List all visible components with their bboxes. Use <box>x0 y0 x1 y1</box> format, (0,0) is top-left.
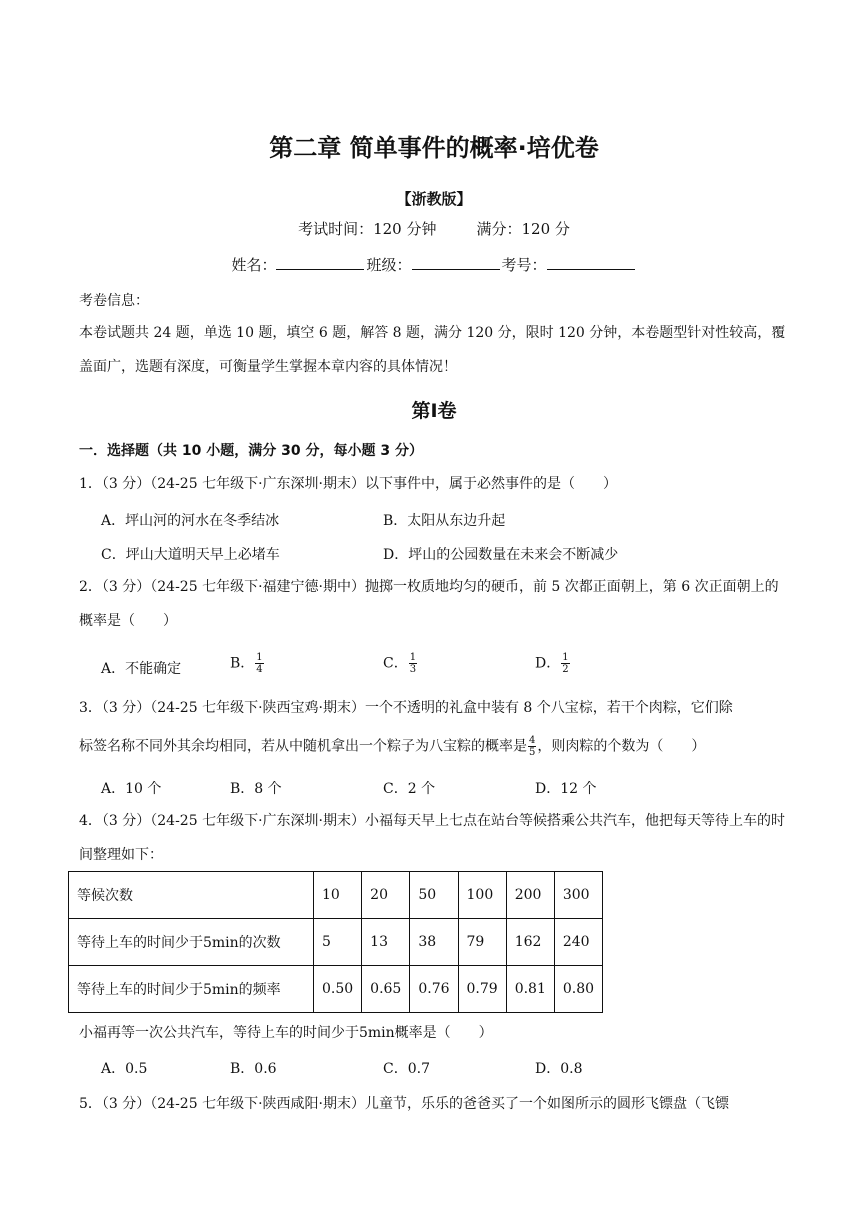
fraction-numerator: 1 <box>562 652 569 663</box>
table-cell: 10 <box>314 872 362 919</box>
q3-stem-line1: 3．（3 分）（24-25 七年级下·陕西宝鸡·期末）一个不透明的礼盒中装有 8 个八宝棕，若干个肉粽，它们除 <box>79 700 733 716</box>
q2-option-d-label: D． <box>535 655 561 672</box>
q2-option-b-label: B． <box>230 655 255 672</box>
table-cell: 38 <box>410 919 458 966</box>
table-cell: 等待上车的时间少于5min的次数 <box>69 919 314 966</box>
table-cell: 79 <box>458 919 506 966</box>
fraction-numerator: 1 <box>256 652 263 663</box>
q3-option-a[interactable]: A．10 个 <box>101 781 162 797</box>
name-label: 姓名： <box>231 256 277 274</box>
table-cell: 50 <box>410 872 458 919</box>
number-label: 考号： <box>501 256 547 274</box>
name-blank[interactable] <box>276 255 364 270</box>
q4-option-d[interactable]: D．0.8 <box>535 1061 583 1077</box>
q3-stem-line2 <box>79 735 705 758</box>
student-fields <box>0 254 868 275</box>
q4-stem: 4．（3 分）（24-25 七年级下·广东深圳·期末）小福每天早上七点在站台等候搭乘公共汽车，他把每天等待上车的时间整理如下： <box>79 813 785 863</box>
table-row <box>69 919 603 966</box>
table-cell: 等候次数 <box>69 872 314 919</box>
table-row <box>69 966 603 1013</box>
q3-option-d[interactable]: D．12 个 <box>535 781 597 797</box>
table-cell: 162 <box>506 919 554 966</box>
fraction-numerator: 1 <box>409 652 417 663</box>
part-heading: 一．选择题（共 10 小题，满分 30 分，每小题 3 分） <box>79 443 423 459</box>
q5-stem: 5．（3 分）（24-25 七年级下·陕西咸阳·期末）儿童节，乐乐的爸爸买了一个如图所示的圆形飞镖盘（飞镖 <box>79 1096 729 1112</box>
fraction-denominator: 4 <box>256 664 263 675</box>
table-row <box>69 872 603 919</box>
q3-stem-post: ，则肉粽的个数为（ ） <box>537 738 706 755</box>
full-score: 满分：120 分 <box>476 220 570 238</box>
table-cell: 20 <box>362 872 410 919</box>
table-cell: 等待上车的时间少于5min的频率 <box>69 966 314 1013</box>
table-cell: 0.80 <box>554 966 602 1013</box>
table-cell: 100 <box>458 872 506 919</box>
fraction-denominator: 3 <box>409 664 417 675</box>
info-heading: 考卷信息： <box>79 293 149 309</box>
table-cell: 300 <box>554 872 602 919</box>
class-blank[interactable] <box>412 255 500 270</box>
q4-question: 小福再等一次公共汽车，等待上车的时间少于5min概率是（ ） <box>79 1025 493 1041</box>
table-cell: 13 <box>362 919 410 966</box>
table-cell: 0.76 <box>410 966 458 1013</box>
fraction-denominator: 5 <box>529 747 536 758</box>
table-cell: 0.79 <box>458 966 506 1013</box>
fraction <box>528 735 536 758</box>
waiting-time-table <box>68 871 603 1013</box>
q3-option-c[interactable]: C．2 个 <box>383 781 436 797</box>
table-cell: 5 <box>314 919 362 966</box>
fraction-denominator: 2 <box>562 664 569 675</box>
table-cell: 200 <box>506 872 554 919</box>
table-cell: 0.65 <box>362 966 410 1013</box>
q4-option-c[interactable]: C．0.7 <box>383 1061 430 1077</box>
edition-label: 【浙教版】 <box>396 190 472 208</box>
q1-option-b[interactable]: B．太阳从东边升起 <box>383 513 506 529</box>
q4-option-b[interactable]: B．0.6 <box>230 1061 277 1077</box>
table-cell: 0.50 <box>314 966 362 1013</box>
q1-stem: 1．（3 分）（24-25 七年级下·广东深圳·期末）以下事件中，属于必然事件的是（ ） <box>79 476 617 492</box>
fraction <box>255 652 263 675</box>
q1-option-c[interactable]: C．坪山大道明天早上必堵车 <box>101 547 280 563</box>
q2-option-a[interactable]: A．不能确定 <box>101 661 182 677</box>
q2-option-c[interactable] <box>383 652 418 675</box>
q3-option-b[interactable]: B．8 个 <box>230 781 282 797</box>
page-title: 第二章 简单事件的概率·培优卷 <box>269 134 599 162</box>
number-blank[interactable] <box>547 255 635 270</box>
table-cell: 0.81 <box>506 966 554 1013</box>
info-text: 本卷试题共 24 题，单选 10 题，填空 6 题，解答 8 题，满分 120 分，限时 120 分钟，本卷题型针对性较高，覆盖面广，选题有深度，可衡量学生掌握本章内容的具体情况！ <box>79 325 786 375</box>
q1-option-a[interactable]: A．坪山河的河水在冬季结冰 <box>101 513 280 529</box>
fraction <box>561 652 569 675</box>
fraction <box>409 652 417 675</box>
q1-option-d[interactable]: D．坪山的公园数量在未来会不断减少 <box>383 547 619 563</box>
class-label: 班级： <box>366 256 412 274</box>
table-cell: 240 <box>554 919 602 966</box>
section-title: 第Ⅰ卷 <box>411 400 457 422</box>
exam-time: 考试时间：120 分钟 <box>298 220 437 238</box>
q2-option-b[interactable] <box>230 652 265 675</box>
q2-option-d[interactable] <box>535 652 571 675</box>
q2-stem: 2．（3 分）（24-25 七年级下·福建宁德·期中）抛掷一枚质地均匀的硬币，前 5 次都正面朝上，第 6 次正面朝上的概率是（ ） <box>79 579 779 629</box>
q2-option-c-label: C． <box>383 655 408 672</box>
q4-option-a[interactable]: A．0.5 <box>101 1061 148 1077</box>
fraction-numerator: 4 <box>529 735 536 746</box>
q3-stem-pre: 标签名称不同外其余均相同，若从中随机拿出一个粽子为八宝粽的概率是 <box>79 738 527 755</box>
exam-meta <box>0 218 868 239</box>
